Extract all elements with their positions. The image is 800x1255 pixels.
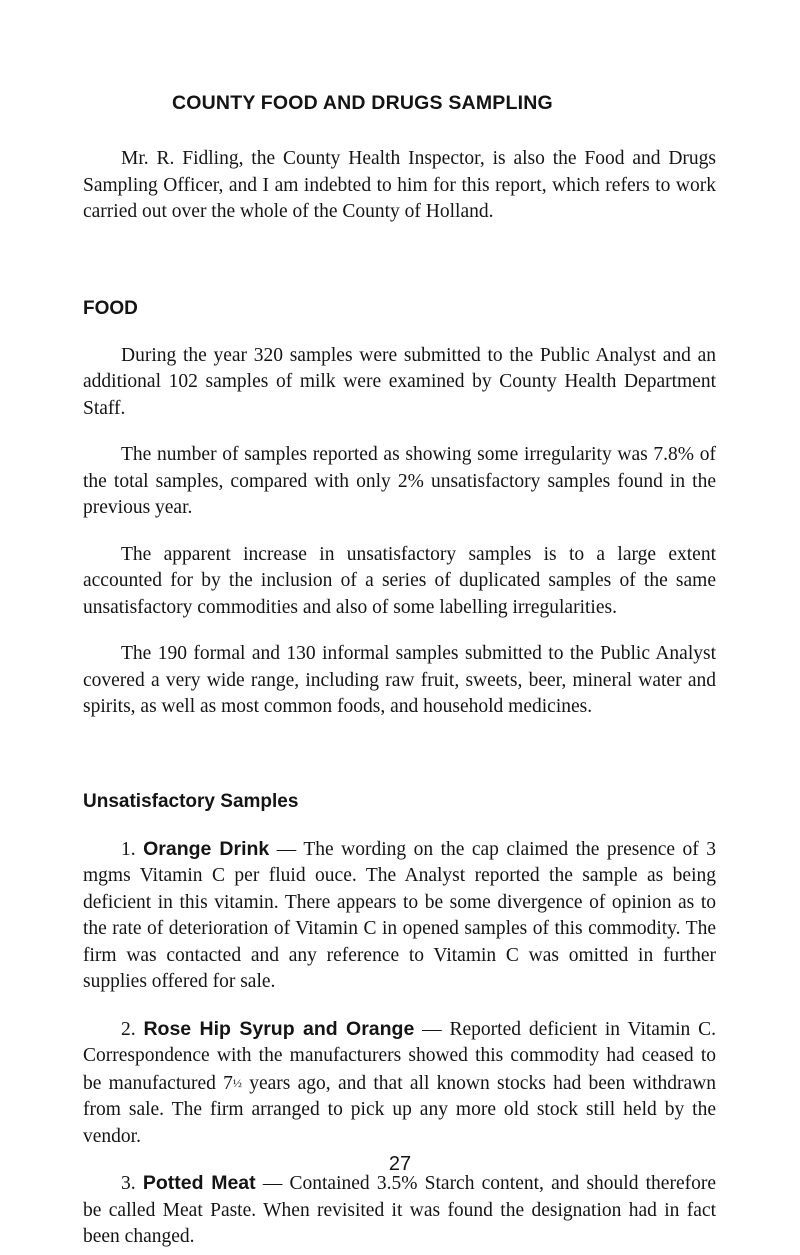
unsatisfactory-samples-heading: Unsatisfactory Samples bbox=[83, 790, 299, 812]
sample-item-3 bbox=[83, 1170, 716, 1251]
sample-item-1 bbox=[83, 836, 716, 996]
item-text: — The wording on the cap claimed the presence of 3 mgms Vitamin C per fluid ouce. The Analyst reported the sample as being deficient in this vitamin. There appears to be some divergence of opinion as to the rate of deterioration of Vitamin C in opened samples of this commodity. The firm was contacted and any reference to Vitamin C was omitted in further supplies offered for sale. bbox=[83, 838, 717, 992]
intro-paragraph: Mr. R. Fidling, the County Health Inspector, is also the Food and Drugs Sampling Officer, and I am indebted to him for this report, which refers to work carried out over the whole of the County of Holland. bbox=[83, 148, 716, 222]
item-label: Rose Hip Syrup and Orange bbox=[143, 1017, 415, 1040]
fraction-half: ½ bbox=[232, 1075, 242, 1090]
food-paragraph-2: The number of samples reported as showing some irregularity was 7.8% of the total samples, compared with only 2% unsatisfactory samples found in the previous year. bbox=[83, 444, 716, 518]
food-paragraph-1: During the year 320 samples were submitted to the Public Analyst and an additional 102 samples of milk were examined by County Health Department Staff. bbox=[83, 344, 716, 419]
food-paragraph-4: The 190 formal and 130 informal samples submitted to the Public Analyst covered a very wide range, including raw fruit, sweets, beer, mineral water and spirits, as well as most common foods, and household medicines. bbox=[83, 643, 716, 717]
food-paragraph-3: The apparent increase in unsatisfactory samples is to a large extent accounted for by the inclusion of a series of duplicated samples of the same unsatisfactory commodities and also of some labelling irregularities. bbox=[83, 543, 716, 618]
item-number: 1. bbox=[121, 838, 136, 860]
item-text: — Reported deficient in Vitamin C. Correspondence with the manufacturers showed this commodity had ceased to be manufactured 7 bbox=[83, 1018, 716, 1094]
item-label: Potted Meat bbox=[142, 1172, 256, 1194]
item-number: 2. bbox=[121, 1018, 136, 1040]
document-page bbox=[83, 88, 716, 1251]
item-number: 3. bbox=[121, 1173, 136, 1194]
page-title: COUNTY FOOD AND DRUGS SAMPLING bbox=[172, 92, 553, 114]
page-number: 27 bbox=[388, 1153, 412, 1175]
item-text: — Contained 3.5% Starch content, and should therefore be called Meat Paste. When revisited it was found the designation had in fact been changed. bbox=[83, 1173, 716, 1247]
item-label: Orange Drink bbox=[143, 837, 270, 860]
sample-item-2 bbox=[83, 1016, 716, 1151]
food-heading: FOOD bbox=[83, 297, 138, 319]
item-text-continued: years ago, and that all known stocks had been withdrawn from sale. The firm arranged to pick up any more old stock still held by the vendor. bbox=[83, 1072, 716, 1147]
